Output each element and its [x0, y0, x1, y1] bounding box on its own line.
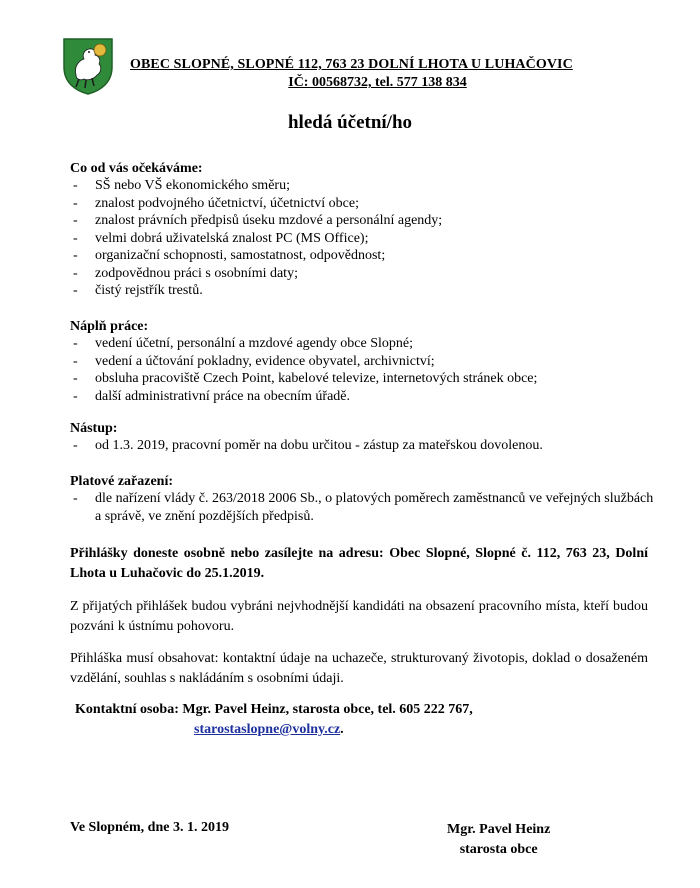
municipality-id-phone: IČ: 00568732, tel. 577 138 834 — [288, 75, 467, 90]
contact-email-link[interactable]: starostaslopne@volny.cz — [194, 722, 341, 737]
dash-bullet: - — [73, 195, 78, 211]
municipality-address: OBEC SLOPNÉ, SLOPNÉ 112, 763 23 DOLNÍ LHOTA U LUHAČOVIC — [130, 57, 573, 72]
expectations-list — [70, 177, 660, 300]
dash-bullet: - — [73, 248, 78, 263]
dash-bullet: - — [73, 265, 78, 281]
dash-bullet: - — [73, 178, 78, 193]
page-title: hledá účetní/ho — [287, 112, 413, 133]
list-item-text: od 1.3. 2019, pracovní poměr na dobu určitou - zástup za mateřskou dovolenou. — [95, 438, 543, 453]
dash-bullet: - — [73, 438, 78, 453]
list-item-text: další administrativní práce na obecním úřadě. — [95, 388, 351, 404]
application-contents: Přihláška musí obsahovat: kontaktní údaje na uchazeče, strukturovaný životopis, doklad o dosaženém vzdělání, souhlas s nakládáním s osobními údaji. — [70, 651, 648, 686]
list-item — [70, 490, 660, 525]
signatory-name: Mgr. Pavel Heinz — [447, 822, 551, 837]
salary-section — [70, 473, 660, 525]
contact-text: Kontaktní osoba: Mgr. Pavel Heinz, starosta obce, tel. 605 222 767, — [75, 702, 473, 717]
dash-bullet: - — [73, 230, 78, 246]
section-heading: Platové zařazení: — [70, 474, 174, 489]
dash-bullet: - — [73, 336, 78, 351]
list-item — [70, 195, 660, 213]
expectations-section — [70, 160, 660, 300]
applications-info: Přihlášky doneste osobně nebo zasílejte na adresu: Obec Slopné, Slopné č. 112, 763 23, Dolní Lhota u Luhačovic do 25.1.2019. — [70, 546, 648, 581]
section-heading: Nástup: — [70, 421, 118, 436]
dash-bullet: - — [73, 353, 78, 369]
list-item — [70, 335, 660, 353]
list-item-text: zodpovědnou práci s osobními daty; — [95, 265, 298, 281]
dash-bullet: - — [73, 388, 78, 404]
selection-note: Z přijatých přihlášek budou vybráni nejvhodnější kandidáti na obsazení pracovního místa, kteří budou pozváni k ústnímu pohovoru. — [70, 599, 648, 634]
list-item-text: znalost podvojného účetnictví, účetnictví obce; — [95, 195, 359, 211]
list-item — [70, 353, 660, 371]
job-content-section — [70, 318, 660, 405]
contact-email-line — [194, 720, 473, 740]
list-item-text: vedení účetní, personální a mzdové agendy obce Slopné; — [95, 336, 414, 351]
section-heading: Co od vás očekáváme: — [70, 161, 203, 176]
list-item — [70, 212, 660, 230]
list-item — [70, 388, 660, 406]
job-content-list — [70, 335, 660, 405]
dash-bullet: - — [73, 283, 78, 298]
list-item-text: obsluha pracoviště Czech Point, kabelové televize, internetových stránek obce; — [95, 371, 538, 386]
list-item — [70, 370, 660, 388]
salary-list — [70, 490, 660, 525]
list-item — [70, 265, 660, 283]
list-item-text: čistý rejstřík trestů. — [95, 283, 203, 298]
dash-bullet: - — [73, 213, 78, 228]
start-list — [70, 437, 660, 455]
list-item — [70, 282, 660, 300]
start-section — [70, 420, 660, 455]
list-item — [70, 230, 660, 248]
municipality-crest-icon — [62, 37, 114, 95]
dash-bullet: - — [73, 491, 78, 506]
section-heading: Náplň práce: — [70, 319, 149, 334]
list-item — [70, 437, 660, 455]
contact-email-suffix: . — [340, 722, 344, 737]
list-item-text: SŠ nebo VŠ ekonomického směru; — [95, 178, 290, 193]
list-item-text: velmi dobrá uživatelská znalost PC (MS Office); — [95, 230, 369, 246]
list-item-text: vedení a účtování pokladny, evidence obyvatel, archivnictví; — [95, 353, 435, 369]
contact-person — [75, 700, 473, 740]
list-item-text: znalost právních předpisů úseku mzdové a personální agendy; — [95, 213, 443, 228]
signatory-title: starosta obce — [459, 842, 538, 857]
place-date: Ve Slopném, dne 3. 1. 2019 — [70, 820, 229, 835]
list-item-text: organizační schopnosti, samostatnost, odpovědnost; — [95, 248, 386, 263]
dash-bullet: - — [73, 371, 78, 386]
list-item — [70, 247, 660, 265]
list-item — [70, 177, 660, 195]
list-item-text: dle nařízení vlády č. 263/2018 2006 Sb., o platových poměrech zaměstnanců ve veřejných službách a správě, ve znění pozdějších předpisů. — [95, 491, 654, 524]
signature-block — [447, 820, 550, 860]
